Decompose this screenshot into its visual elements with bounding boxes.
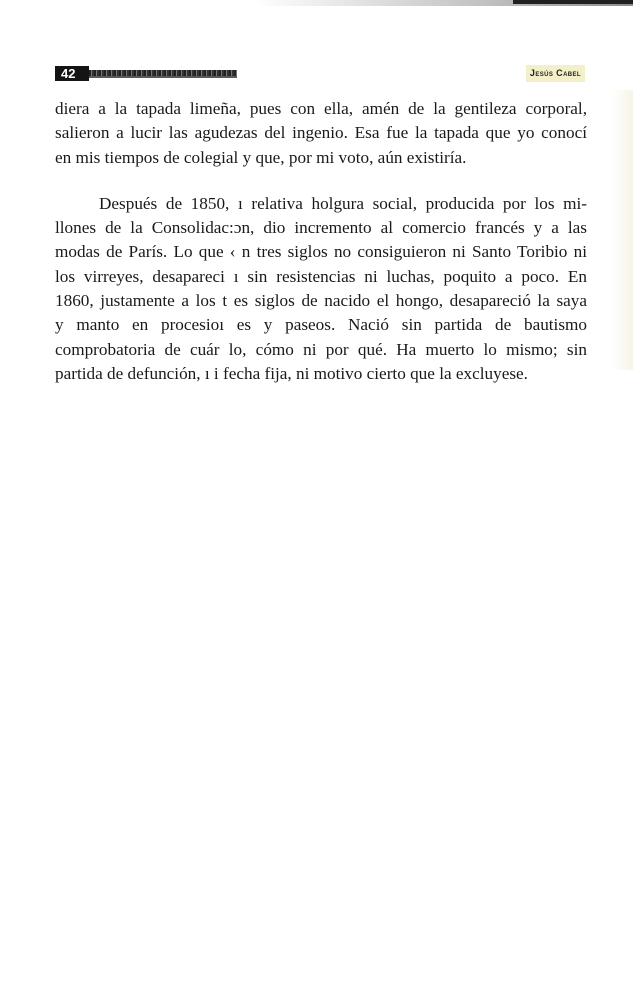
paragraph-2 bbox=[55, 192, 587, 386]
text-line: salieron a lucir las agudezas del ingenio. Esa fue la tapada que yo conocí bbox=[55, 123, 587, 143]
text-line: modas de París. Lo que ‹ n tres siglos no consiguieron ni Santo Toribio ni bbox=[55, 242, 587, 262]
text-line: en mis tiempos de colegial y que, por mi voto, aún existiría. bbox=[55, 147, 467, 167]
text-line: partida de defunción, ı i fecha fija, ni motivo cierto que la excluyese. bbox=[55, 363, 528, 383]
text-line: comprobatoria de cuár lo, cómo ni por qué. Ha muerto lo mismo; sin bbox=[55, 339, 587, 359]
paragraph-1 bbox=[55, 97, 587, 170]
text-line: diera a la tapada limeña, pues con ella, amén de la gentileza corporal, bbox=[55, 99, 587, 118]
page-number: 42 bbox=[55, 66, 89, 81]
running-head-author: Jesús Cabel bbox=[526, 65, 585, 82]
body-text bbox=[55, 97, 587, 386]
scan-top-edge bbox=[513, 0, 633, 4]
page-header bbox=[55, 63, 587, 83]
text-line: llones de la Consolidac:ɔn, dio incremento al comercio francés y a las bbox=[55, 218, 587, 238]
scan-right-edge bbox=[612, 90, 633, 370]
header-rule-underline bbox=[89, 76, 237, 78]
text-line: 1860, justamente a los t es siglos de nacido el hongo, desapareció la saya bbox=[55, 291, 587, 311]
text-line: los virreyes, desapareci ı sin resistencias ni luchas, poquito a poco. En bbox=[55, 266, 587, 286]
text-line: Después de 1850, ı relativa holgura social, producida por los mi- bbox=[99, 193, 587, 213]
text-line: y manto en procesioı es y paseos. Nació sin partida de bautismo bbox=[55, 315, 587, 335]
